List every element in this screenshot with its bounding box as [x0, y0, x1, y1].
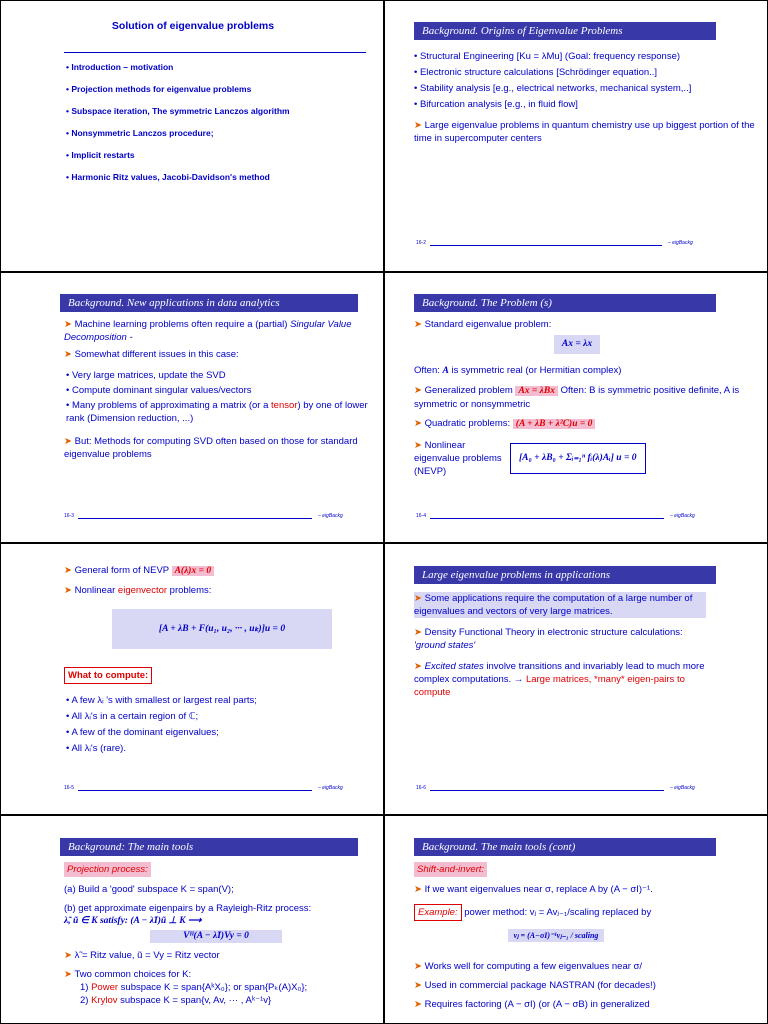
compute-list — [66, 694, 376, 755]
list-item: • A few λᵢ 's with smallest or largest real parts; — [66, 694, 376, 707]
paragraph: Often: A is symmetric real (or Hermitian complex) — [414, 365, 622, 376]
list-item: • Stability analysis [e.g., electrical networks, mechanical system,..] — [414, 82, 760, 95]
paragraph: ➤ But: Methods for computing SVD often based on those for standard eigenvalue problems — [64, 436, 358, 460]
page-number: 16-6 — [416, 785, 427, 791]
arrow-icon: ➤ — [414, 385, 422, 396]
arrow-icon: ➤ — [64, 969, 72, 980]
shift-invert-equation: vⱼ = (A−σI)⁻¹vⱼ₋₁ / scaling — [508, 929, 604, 942]
slide-title: Background: The main tools — [60, 838, 358, 856]
projection-label: Projection process: — [64, 862, 151, 877]
footer-tag: – eigBackg — [318, 785, 343, 791]
paragraph: Example: power method: vⱼ = Avⱼ₋₁/scaling replaced by — [414, 904, 760, 921]
choice-line: 1) Power subspace K = span{AᵏX₀}; or span{Pₖ(A)X₀}; — [80, 982, 308, 993]
paragraph: ➤ Machine learning problems often require a (partial) Singular Value Decomposition - — [64, 319, 352, 343]
list-item: • Subspace iteration, The symmetric Lanczos algorithm — [66, 105, 376, 118]
list-item: • Harmonic Ritz values, Jacobi-Davidson's method — [66, 171, 376, 184]
origins-list — [414, 50, 760, 111]
paragraph: ➤ Two common choices for K: — [64, 969, 192, 980]
paragraph: ➤ If we want eigenvalues near σ, replace A by (A − σI)⁻¹. — [414, 884, 653, 895]
paragraph: ➤ Some applications require the computation of a large number of eigenvalues and vectors of very large matrices. — [414, 592, 706, 618]
example-label: Example: — [414, 904, 462, 921]
paragraph: λ̃, ũ ∈ K satisfy: (A − λ̃I)ũ ⊥ K ⟶ — [64, 916, 202, 926]
nonlinear-equation: [A + λB + F(u₁, u₂, ··· , uₖ)]u = 0 — [112, 609, 332, 649]
standard-equation: Ax = λx — [554, 335, 600, 354]
page-number: 16-3 — [64, 513, 75, 519]
paragraph: ➤ Quadratic problems: (A + λB + λ²C)u = 0 — [414, 417, 760, 431]
arrow-icon: ➤ — [64, 585, 72, 596]
footer-tag: – eigBackg — [670, 785, 695, 791]
slide-5 — [10, 564, 376, 804]
note-text: Large eigenvalue problems in quantum chemistry use up biggest portion of the time in supercomputer centers — [414, 120, 755, 144]
slide-title: Background. The main tools (cont) — [414, 838, 716, 856]
slide-1 — [10, 14, 376, 264]
page-number: 16-4 — [416, 513, 427, 519]
slide-title: Background. The Problem (s) — [414, 294, 716, 312]
paragraph: ➤ Excited states involve transitions and invariably lead to much more complex computations. → Large matrices, *many* eigen-pairs to compute — [414, 661, 705, 698]
arrow-icon: ➤ — [414, 627, 422, 638]
arrow-icon: ➤ — [64, 349, 72, 360]
shift-invert-label: Shift-and-invert: — [414, 862, 487, 877]
arrow-icon: ➤ — [414, 961, 422, 972]
rayleigh-ritz-equation: Vᴴ(A − λ̃I)Vy = 0 — [150, 930, 282, 943]
choice-line: 2) Krylov subspace K = span{v, Av, ··· , Aᵏ⁻¹v} — [80, 995, 272, 1006]
paragraph: ➤ Works well for computing a few eigenvalues near σ/ — [414, 961, 643, 972]
list-item: • Many problems of approximating a matrix (or a tensor) by one of lower rank (Dimension reduction, ...) — [66, 400, 368, 424]
paragraph: ➤ Used in commercial package NASTRAN (for decades!) — [414, 980, 656, 991]
nevp-row: ➤ Nonlinear eigenvalue problems (NEVP) [A₀ + λB₀ + Σᵢ₌₁ⁿ fᵢ(λ)Aᵢ] u = 0 — [414, 439, 760, 478]
slide-6 — [394, 566, 760, 806]
slide-4 — [394, 294, 760, 534]
paragraph: (b) get approximate eigenpairs by a Rayleigh-Ritz process: — [64, 903, 312, 914]
footer-rule — [430, 790, 664, 791]
list-item: • Bifurcation analysis [e.g., in fluid flow] — [414, 98, 760, 111]
paragraph: ➤ Generalized problem Ax = λBx Often: B is symmetric positive definite, A is symmetric or nonsymmetric — [414, 385, 740, 410]
paragraph: ➤ Density Functional Theory in electronic structure calculations: 'ground states' — [414, 627, 683, 651]
list-item: • Structural Engineering [Ku = λMu] (Goal: frequency response) — [414, 50, 760, 63]
arrow-icon: ➤ — [414, 319, 422, 330]
footer-tag: – eigBackg — [668, 240, 693, 246]
arrow-icon: ➤ — [414, 120, 422, 131]
list-item: • Electronic structure calculations [Schrödinger equation..] — [414, 66, 760, 79]
arrow-icon: ➤ — [414, 661, 422, 672]
slide-title: Solution of eigenvalue problems — [111, 20, 275, 32]
nevp-equation: [A₀ + λB₀ + Σᵢ₌₁ⁿ fᵢ(λ)Aᵢ] u = 0 — [510, 443, 646, 474]
row-divider-3 — [0, 814, 768, 816]
list-item: • Compute dominant singular values/vectors — [66, 384, 376, 397]
paragraph: ➤ General form of NEVP A(λ)x = 0 — [64, 564, 376, 578]
footer-tag: – eigBackg — [670, 513, 695, 519]
list-item: • Projection methods for eigenvalue problems — [66, 83, 376, 96]
page-number: 16-2 — [416, 240, 427, 246]
arrow-icon: ➤ — [64, 565, 72, 576]
paragraph: ➤ Standard eigenvalue problem: — [414, 319, 552, 330]
footer-rule — [430, 245, 662, 246]
arrow-icon: ➤ — [414, 593, 422, 604]
footer-tag: – eigBackg — [318, 513, 343, 519]
row-divider-2 — [0, 542, 768, 544]
list-item: • All λᵢ's (rare). — [66, 742, 376, 755]
paragraph: ➤ λ̃ = Ritz value, ũ = Vy = Ritz vector — [64, 950, 220, 961]
arrow-icon: ➤ — [414, 418, 422, 429]
slide-title: Background. Origins of Eigenvalue Problems — [414, 22, 716, 40]
paragraph: ➤ Requires factoring (A − σI) (or (A − σB) in generalized — [414, 999, 650, 1010]
slide-8 — [394, 838, 760, 1024]
list-item: • Introduction – motivation — [66, 61, 376, 74]
what-to-compute-label: What to compute: — [64, 667, 152, 684]
paragraph: ➤ Nonlinear eigenvector problems: — [64, 585, 212, 596]
arrow-icon: ➤ — [414, 884, 422, 895]
slide-7 — [10, 838, 376, 1024]
arrow-icon: ➤ — [64, 319, 72, 330]
arrow-icon: ➤ — [414, 999, 422, 1010]
footer-rule — [78, 518, 312, 519]
list-item: • A few of the dominant eigenvalues; — [66, 726, 376, 739]
note-paragraph — [414, 119, 760, 145]
title-rule — [64, 52, 366, 53]
slide-3 — [10, 294, 376, 534]
issues-list — [66, 369, 376, 425]
footer-rule — [78, 790, 312, 791]
list-item: • Very large matrices, update the SVD — [66, 369, 376, 382]
row-divider-1 — [0, 271, 768, 273]
list-item: • Nonsymmetric Lanczos procedure; — [66, 127, 376, 140]
list-item: • Implicit restarts — [66, 149, 376, 162]
page-number: 16-5 — [64, 785, 75, 791]
outline-list — [66, 61, 376, 184]
arrow-icon: ➤ — [414, 980, 422, 991]
footer-rule — [430, 518, 664, 519]
slide-title: Large eigenvalue problems in applications — [414, 566, 716, 584]
arrow-icon: ➤ — [64, 436, 72, 447]
column-divider — [383, 0, 385, 1024]
paragraph: (a) Build a 'good' subspace K = span(V); — [64, 884, 234, 895]
slide-title: Background. New applications in data analytics — [60, 294, 358, 312]
paragraph: ➤ Somewhat different issues in this case: — [64, 349, 239, 360]
slide-2 — [394, 22, 760, 266]
arrow-icon: ➤ — [414, 440, 422, 451]
arrow-icon: ➤ — [64, 950, 72, 961]
list-item: • All λᵢ's in a certain region of ℂ; — [66, 710, 376, 723]
